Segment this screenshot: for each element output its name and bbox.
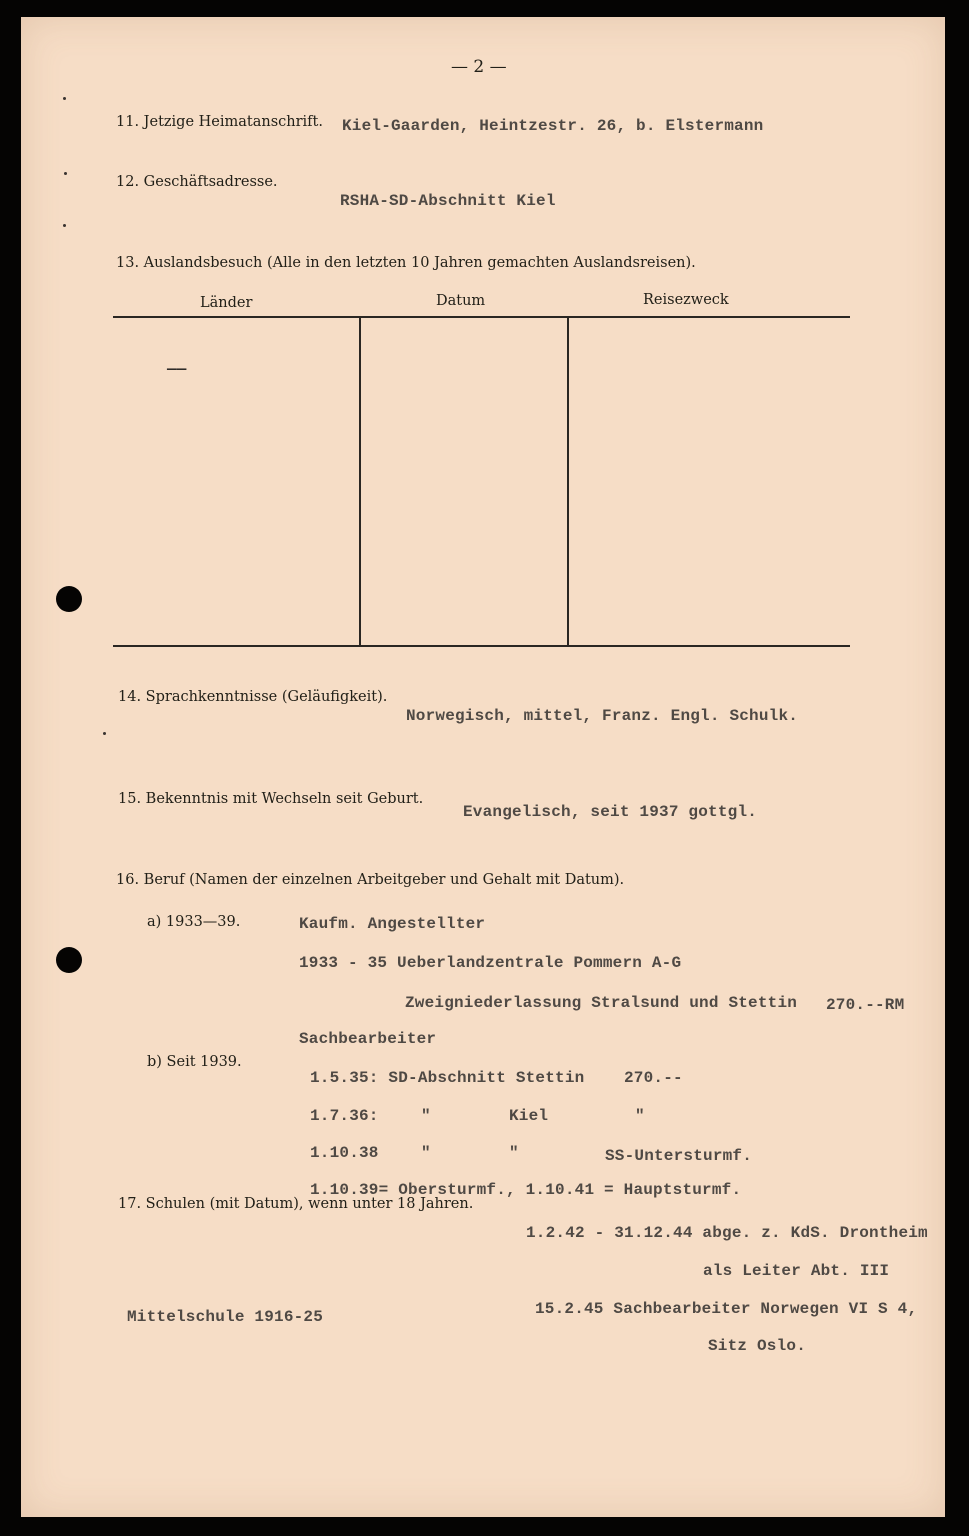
table-bottom-rule bbox=[113, 645, 850, 647]
page-number: — 2 — bbox=[451, 57, 507, 77]
table-top-rule bbox=[113, 316, 850, 318]
table-divider-2 bbox=[567, 318, 569, 646]
employment-line-7-ditto-2: " bbox=[509, 1144, 519, 1162]
employment-line-10: als Leiter Abt. III bbox=[703, 1262, 890, 1280]
table-divider-1 bbox=[359, 318, 361, 646]
item-15-value: Evangelisch, seit 1937 gottgl. bbox=[463, 803, 758, 821]
employment-salary-1: 270.--RM bbox=[826, 996, 905, 1014]
table-header-reisezweck: Reisezweck bbox=[643, 292, 729, 308]
item-14-label: 14. Sprachkenntnisse (Geläufigkeit). bbox=[118, 689, 388, 705]
employment-line-3: Zweigniederlassung Stralsund und Stettin bbox=[405, 994, 798, 1012]
employment-line-6-date: 1.7.36: bbox=[310, 1107, 379, 1125]
item-12-value: RSHA-SD-Abschnitt Kiel bbox=[340, 192, 556, 210]
margin-speck bbox=[63, 97, 66, 100]
employment-line-4: Sachbearbeiter bbox=[299, 1030, 437, 1048]
document-page bbox=[21, 17, 945, 1517]
margin-speck bbox=[64, 172, 67, 175]
table-header-laender: Länder bbox=[200, 295, 253, 311]
item-17-label: 17. Schulen (mit Datum), wenn unter 18 Jahren. bbox=[118, 1196, 474, 1212]
item-14-value: Norwegisch, mittel, Franz. Engl. Schulk. bbox=[406, 707, 799, 725]
margin-speck bbox=[63, 224, 66, 227]
employment-line-5: 1.5.35: SD-Abschnitt Stettin bbox=[310, 1069, 585, 1087]
employment-line-7-date: 1.10.38 bbox=[310, 1144, 379, 1162]
employment-line-9: 1.2.42 - 31.12.44 abge. z. KdS. Drontheim bbox=[526, 1224, 928, 1242]
item-16a-label: a) 1933—39. bbox=[147, 914, 241, 930]
item-11-label: 11. Jetzige Heimatanschrift. bbox=[116, 114, 323, 130]
laender-dash: —— bbox=[167, 360, 187, 378]
employment-line-7-ditto-1: " bbox=[421, 1144, 431, 1162]
punch-hole-upper bbox=[56, 586, 82, 612]
item-12-label: 12. Geschäftsadresse. bbox=[116, 174, 278, 190]
employment-line-2: 1933 - 35 Ueberlandzentrale Pommern A-G bbox=[299, 954, 682, 972]
item-16-label: 16. Beruf (Namen der einzelnen Arbeitgeber und Gehalt mit Datum). bbox=[116, 872, 625, 888]
employment-salary-2: 270.-- bbox=[624, 1069, 683, 1087]
item-15-label: 15. Bekenntnis mit Wechseln seit Geburt. bbox=[118, 791, 424, 807]
employment-line-7-rank: SS-Untersturmf. bbox=[605, 1147, 753, 1165]
punch-hole-lower bbox=[56, 947, 82, 973]
item-11-value: Kiel-Gaarden, Heintzestr. 26, b. Elstermann bbox=[342, 117, 764, 135]
table-header-datum: Datum bbox=[436, 293, 486, 309]
item-16b-label: b) Seit 1939. bbox=[147, 1054, 242, 1070]
employment-line-12: Sitz Oslo. bbox=[708, 1337, 807, 1355]
employment-line-11: 15.2.45 Sachbearbeiter Norwegen VI S 4, bbox=[535, 1300, 918, 1318]
margin-speck bbox=[103, 732, 106, 735]
employment-line-6-ditto-1: " bbox=[421, 1107, 431, 1125]
employment-line-6-ditto-2: " bbox=[635, 1107, 645, 1125]
employment-line-8: 1.10.39= Obersturmf., 1.10.41 = Hauptsturmf. bbox=[310, 1181, 742, 1199]
item-17-value: Mittelschule 1916-25 bbox=[127, 1308, 324, 1326]
employment-line-1: Kaufm. Angestellter bbox=[299, 915, 486, 933]
employment-line-6-place: Kiel bbox=[509, 1107, 549, 1125]
item-13-label: 13. Auslandsbesuch (Alle in den letzten 10 Jahren gemachten Auslandsreisen). bbox=[116, 255, 696, 271]
